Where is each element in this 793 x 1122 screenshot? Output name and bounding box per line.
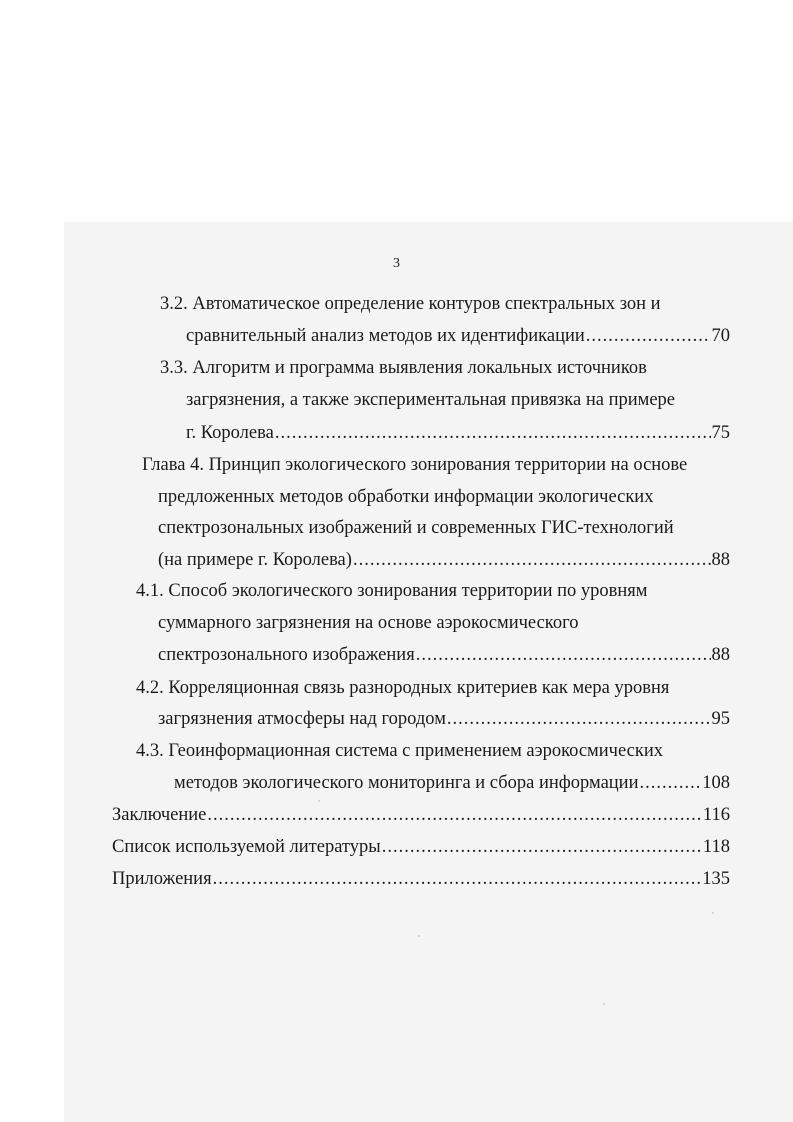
scan-speck xyxy=(418,935,420,937)
toc-leader-row xyxy=(186,418,730,448)
toc-entry-text: спектрозонального изображения xyxy=(158,645,415,665)
toc-page-number: 88 xyxy=(711,645,730,665)
toc-leader-row xyxy=(174,768,730,798)
dot-leader xyxy=(416,640,711,670)
toc-entry-text: 4.2. Корреляционная связь разнородных критериев как мера уровня xyxy=(136,678,670,698)
dot-leader xyxy=(353,545,711,575)
toc-page-number: 75 xyxy=(711,423,730,443)
toc-page-number: 108 xyxy=(702,773,730,793)
toc-entry-text: (на примере г. Королева) xyxy=(158,550,352,570)
toc-entry-text: 4.3. Геоинформационная система с применением аэрокосмических xyxy=(136,741,663,761)
scan-speck xyxy=(603,1003,605,1005)
toc-page-number: 118 xyxy=(702,837,730,857)
toc-entry-text: методов экологического мониторинга и сбора информации xyxy=(174,773,639,793)
toc-entry-text: г. Королева xyxy=(186,423,274,443)
toc-entry-text: загрязнения, а также экспериментальная привязка на примере xyxy=(186,390,675,410)
scan-speck xyxy=(712,912,714,914)
toc-page-number: 116 xyxy=(702,805,730,825)
toc-leader-row xyxy=(112,864,730,894)
toc-entry-text: Глава 4. Принцип экологического зонирования территории на основе xyxy=(142,455,688,475)
dot-leader xyxy=(213,864,702,894)
scan-speck xyxy=(318,800,320,802)
toc-leader-row xyxy=(158,545,730,575)
page-number: 3 xyxy=(393,256,400,271)
toc-leader-row xyxy=(158,704,730,734)
toc-entry-text: Список используемой литературы xyxy=(112,837,381,857)
toc-entry-text: 3.2. Автоматическое определение контуров спектральных зон и xyxy=(160,294,661,314)
toc-entry-text: спектрозональных изображений и современных ГИС-технологий xyxy=(158,518,674,538)
dot-leader xyxy=(640,768,702,798)
toc-leader-row xyxy=(112,800,730,830)
toc-entry-text: Приложения xyxy=(112,869,212,889)
dot-leader xyxy=(275,418,711,448)
toc-page-number: 135 xyxy=(702,869,730,889)
toc-page-number: 88 xyxy=(711,550,730,570)
toc-entry-text: 4.1. Способ экологического зонирования территории по уровням xyxy=(136,581,648,601)
toc-leader-row xyxy=(158,640,730,670)
toc-leader-row xyxy=(186,321,730,351)
toc-entry-text: предложенных методов обработки информации экологических xyxy=(158,487,654,507)
dot-leader xyxy=(382,832,702,862)
dot-leader xyxy=(207,800,702,830)
toc-page-number: 95 xyxy=(711,709,730,729)
dot-leader xyxy=(447,704,711,734)
toc-entry-text: Заключение xyxy=(112,805,207,825)
toc-leader-row xyxy=(112,832,730,862)
toc-entry-text: загрязнения атмосферы над городом xyxy=(158,709,446,729)
toc-page-number: 70 xyxy=(711,326,730,346)
dot-leader xyxy=(586,321,711,351)
toc-entry-text: суммарного загрязнения на основе аэрокосмического xyxy=(158,613,579,633)
toc-entry-text: 3.3. Алгоритм и программа выявления локальных источников xyxy=(160,358,647,378)
toc-entry-text: сравнительный анализ методов их идентификации xyxy=(186,326,585,346)
